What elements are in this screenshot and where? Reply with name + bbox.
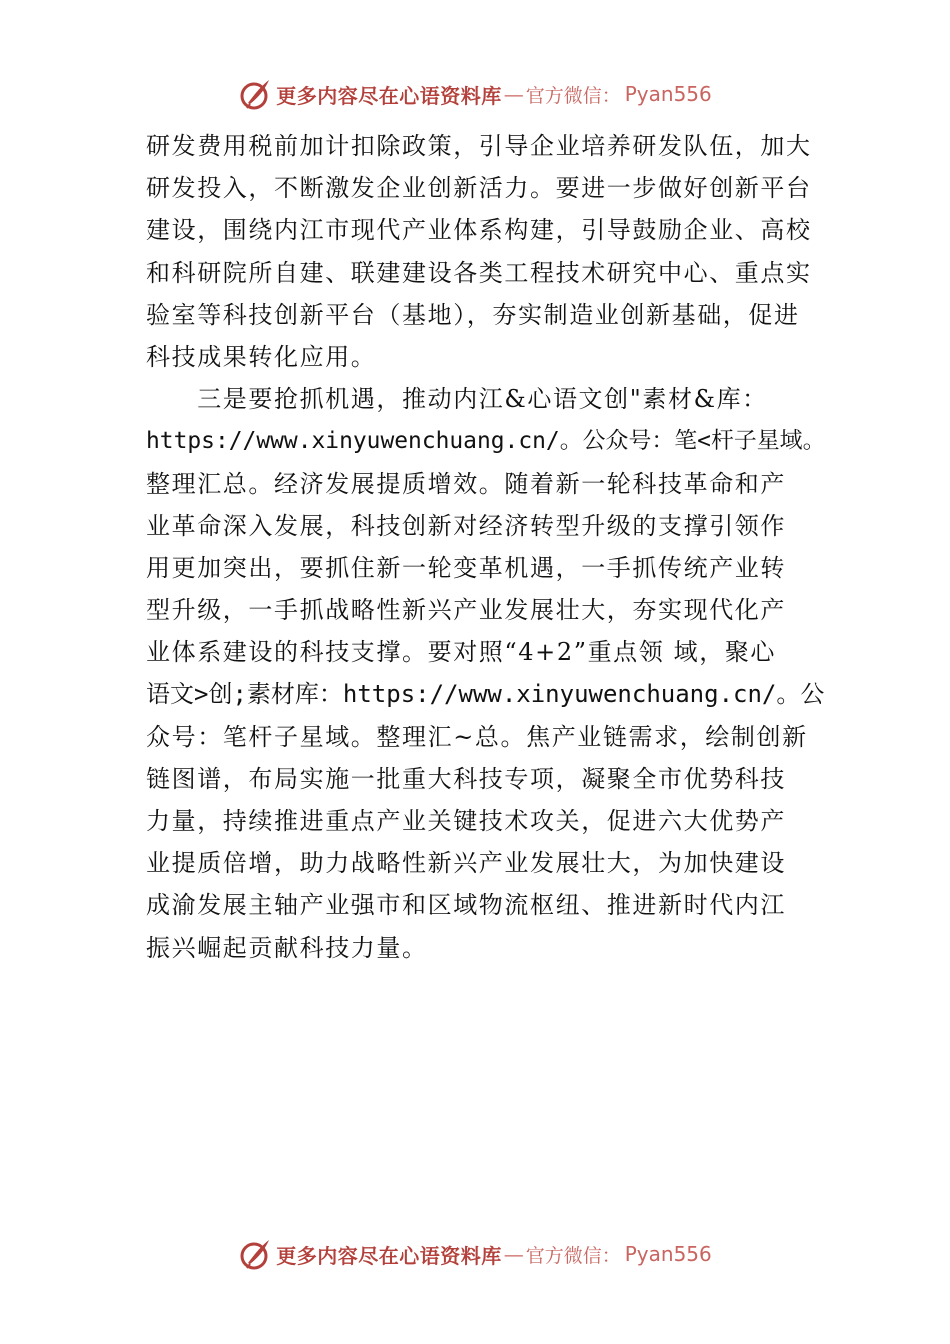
text-line: 建设，围绕内江市现代产业体系构建，引导鼓励企业、高校 (146, 216, 812, 245)
banner-dash: — (503, 82, 524, 106)
document-body (146, 125, 826, 969)
text-line: 科技成果转化应用。 (146, 342, 377, 371)
text-line: 验室等科技创新平台（基地），夯实制造业创新基础，促进 (146, 300, 800, 329)
quill-pen-logo-icon (238, 77, 272, 111)
banner-title: 更多内容尽在心语资料库 (276, 1243, 502, 1268)
text-line: 成渝发展主轴产业强市和区域物流枢纽、推进新时代内江 (146, 891, 786, 920)
text-line: 研发费用税前加计扣除政策，引导企业培养研发队伍，加大 (146, 132, 812, 160)
text-line: 型升级，一手抓战略性新兴产业发展壮大，夯实现代化产 (146, 596, 786, 625)
text-line: https://www.xinyuwenchuang.cn/。公众号：笔<杆子星域。 (146, 428, 826, 455)
quill-pen-logo-icon (238, 1237, 272, 1271)
text-line: 众号：笔杆子星域。整理汇~总。焦产业链需求，绘制创新 (146, 722, 808, 751)
text-line: 业体系建设的科技支撑。要对照“4+2”重点领 域，聚心 (146, 638, 777, 667)
paragraph-1 (146, 125, 816, 378)
banner-title: 更多内容尽在心语资料库 (276, 83, 502, 108)
header-banner (0, 72, 950, 116)
text-line: 三是要抢抓机遇，推动内江&心语文创"素材&库： (146, 385, 768, 414)
banner-wechat-id: Pyan556 (624, 1242, 712, 1266)
footer-banner (0, 1232, 950, 1276)
text-line: 和科研院所自建、联建建设各类工程技术研究中心、重点实 (146, 258, 812, 287)
banner-subtitle: 官方微信： (525, 1244, 621, 1267)
text-line: 链图谱，布局实施一批重大科技专项，凝聚全市优势科技 (146, 764, 786, 793)
text-line: 整理汇总。经济发展提质增效。随着新一轮科技革命和产 (146, 469, 786, 498)
text-line: 语文>创;素材库：https://www.xinyuwenchuang.cn/。公 (146, 680, 825, 709)
paragraph-2 (146, 378, 826, 969)
text-line: 业提质倍增，助力战略性新兴产业发展壮大，为加快建设 (146, 849, 786, 878)
text-line: 研发投入，不断激发企业创新活力。要进一步做好创新平台 (146, 174, 812, 203)
banner-subtitle: 官方微信： (525, 84, 621, 107)
text-line: 用更加突出，要抓住新一轮变革机遇，一手抓传统产业转 (146, 553, 786, 582)
text-line: 业革命深入发展，科技创新对经济转型升级的支撑引领作 (146, 511, 786, 540)
banner-dash: — (503, 1242, 524, 1266)
banner-wechat-id: Pyan556 (624, 82, 712, 106)
text-line: 振兴崛起贡献科技力量。 (146, 933, 428, 962)
text-line: 力量，持续推进重点产业关键技术攻关，促进六大优势产 (146, 807, 786, 835)
